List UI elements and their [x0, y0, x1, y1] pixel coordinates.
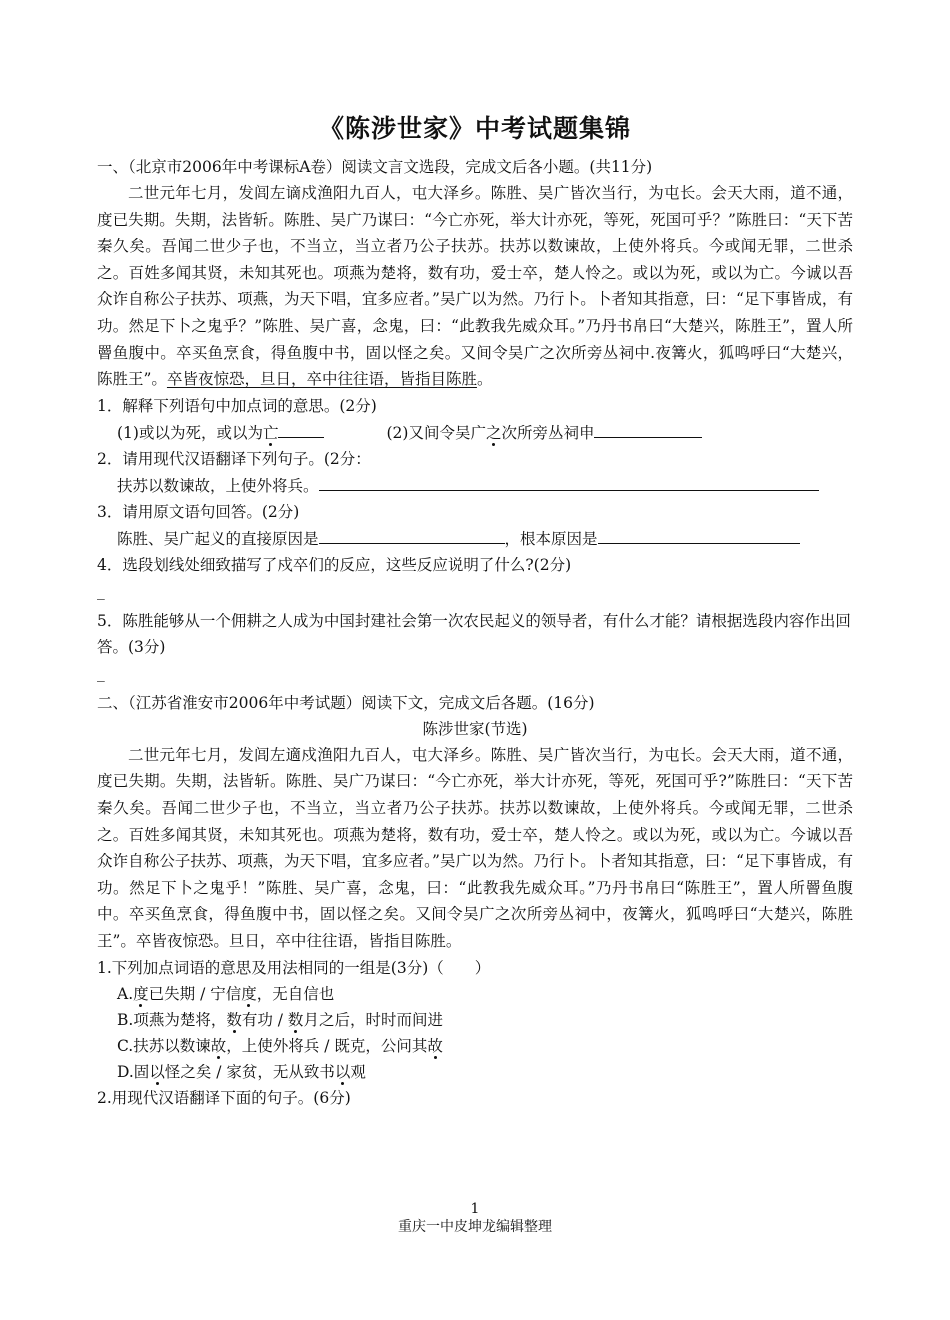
s1-q3-b: ，根本原因是 [504, 529, 598, 548]
option-text: A. [117, 984, 134, 1003]
option-text: D.固 [117, 1062, 150, 1081]
editor-credit: 重庆一中皮坤龙编辑整理 [398, 1219, 552, 1235]
s2-q1-option-d[interactable] [97, 1059, 853, 1085]
option-text: B.项燕为楚将， [117, 1010, 227, 1029]
answer-blank[interactable] [319, 472, 819, 491]
dotted-word: 故 [210, 1036, 227, 1055]
option-text: ，上使外将兵 / 既克，公问其 [226, 1036, 428, 1055]
s1-q3-a: 陈胜、吴广起义的直接原因是 [117, 529, 319, 548]
dotted-word: 数 [287, 1010, 304, 1029]
s2-q1-option-a[interactable] [97, 981, 853, 1007]
option-text: 怪之矣 / 家贫，无从致书 [164, 1062, 335, 1081]
dotted-word: 数 [226, 1010, 242, 1029]
answer-space-marker: _ [97, 663, 105, 682]
s1-question-4: 4．选段划线处细致描写了戍卒们的反应，这些反应说明了什么?(2分) [97, 555, 572, 574]
s1-q1-a-dotted-word: 亡 [262, 423, 279, 442]
underlined-sentence: 卒皆夜惊恐，旦日，卒中往往语，皆指目陈胜 [166, 370, 477, 389]
s1-q2-sentence-row [97, 472, 853, 499]
answer-blank[interactable] [594, 419, 702, 438]
answer-blank[interactable] [319, 525, 505, 544]
option-text: C.扶苏以数谏 [117, 1036, 211, 1055]
dotted-word: 以 [334, 1062, 351, 1081]
page-number: 1 [470, 1201, 480, 1217]
section1-passage-main: 二世元年七月，发闾左谪戍渔阳九百人，屯大泽乡。陈胜、吴广皆次当行，为屯长。会天大雨，道不通，度已失期。失期，法皆斩。陈胜、吴广乃谋曰：“今亡亦死，举大计亦死，等死，死国可乎？”陈胜曰：“天下苦秦久矣。吾闻二世少子也，不当立，当立者乃公子扶苏。扶苏以数谏故，上使外将兵。今或闻无罪，二世杀之。百姓多闻其贤，未知其死也。项燕为楚将，数有功，爱士卒，楚人怜之。或以为死，或以为亡。今诚以吾众诈自称公子扶苏、项燕，为天下唱，宜多应者。”吴广以为然。乃行卜。卜者知其指意，曰：“足下事皆成，有功。然足下卜之鬼乎？”陈胜、吴广喜，念鬼，曰：“此教我先威众耳。”乃丹书帛曰“大楚兴，陈胜王”，置人所罾鱼腹中。卒买鱼烹食，得鱼腹中书，固以怪之矣。又间令吴广之次所旁丛祠中.夜篝火，狐鸣呼曰“大楚兴，陈胜王”。 [97, 184, 853, 389]
s1-question-5: 5．陈胜能够从一个佣耕之人成为中国封建社会第一次农民起义的领导者，有什么才能？请根据选段内容作出回答。(3分) [97, 611, 851, 656]
section1-heading: 一、（北京市2006年中考课标A卷）阅读文言文选段，完成文后各小题。(共11分) [97, 158, 653, 176]
s1-question-3: 3．请用原文语句回答。(2分) [97, 502, 300, 521]
section1-passage [97, 180, 853, 393]
section2-passage: 二世元年七月，发闾左適戍渔阳九百人，屯大泽乡。陈胜、吴广皆次当行，为屯长。会天大雨，道不通，度已失期。失期，法皆斩。陈胜、吴广乃谋曰：“今亡亦死，举大计亦死，等死，死国可乎?”陈胜曰：“天下苦秦久矣。吾闻二世少子也，不当立，当立者乃公子扶苏。扶苏以数谏故，上使外将兵。今或闻无罪，二世杀之。百姓多闻其贤，未知其死也。项燕为楚将，数有功，爱士卒，楚人怜之。或以为死，或以为亡。今诚以吾众诈自称公子扶苏、项燕，为天下唱，宜多应者。”吴广以为然。乃行卜。卜者知其指意，曰：“足下事皆成，有功。然足下卜之鬼乎！”陈胜、吴广喜，念鬼，曰：“此教我先威众耳。”乃丹书帛曰“陈胜王”，置人所罾鱼腹中。卒买鱼烹食，得鱼腹中书，固以怪之矣。又间令吴广之次所旁丛祠中，夜篝火，狐鸣呼曰“大楚兴，陈胜王”。卒皆夜惊恐。旦日，卒中往往语，皆指目陈胜。 [97, 745, 853, 950]
s1-q1-b-text-end: 次所旁丛祠申 [501, 423, 595, 442]
answer-blank[interactable] [598, 525, 800, 544]
dotted-word: 故 [427, 1036, 443, 1055]
s1-question-1: 1．解释下列语句中加点词的意思。(2分) [97, 396, 377, 415]
s1-q1-a-text: (1)或以为死，或以为 [117, 423, 263, 442]
option-text: 已失期 / 宁信 [148, 984, 242, 1003]
dotted-word: 度 [241, 984, 257, 1003]
dotted-word: 度 [133, 984, 149, 1003]
s1-question-2: 2．请用现代汉语翻译下列句子。(2分： [97, 449, 371, 468]
dotted-word: 以 [149, 1062, 165, 1081]
option-text: 有功 / [241, 1010, 288, 1029]
s1-q3-answer-row [97, 525, 853, 552]
document-page [97, 112, 853, 1111]
s1-q1-items [97, 419, 853, 446]
answer-space-marker: _ [97, 581, 105, 600]
option-text: 月之后，时时而间进 [303, 1010, 443, 1029]
answer-blank[interactable] [278, 419, 324, 438]
s2-q1-option-b[interactable] [97, 1007, 853, 1033]
option-text: ，无自信也 [256, 984, 335, 1003]
s2-q1-option-c[interactable] [97, 1033, 853, 1059]
option-text: 观 [350, 1062, 366, 1081]
s2-question-2: 2.用现代汉语翻译下面的句子。(6分) [97, 1088, 351, 1107]
s2-question-1: 1.下列加点词语的意思及用法相同的一组是(3分)（ ） [97, 958, 491, 977]
section2-subtitle: 陈涉世家(节选) [422, 719, 528, 738]
document-title: 《陈涉世家》中考试题集锦 [318, 114, 631, 143]
s1-q1-b-dotted-word: 之 [485, 423, 502, 442]
s1-q2-sentence: 扶苏以数谏故，上使外将兵。 [117, 476, 319, 495]
s1-q1-b-text: (2)又间令吴广 [386, 423, 486, 442]
section2-heading: 二、（江苏省淮安市2006年中考试题）阅读下文，完成文后各题。(16分) [97, 693, 595, 712]
section1-passage-end: 。 [476, 370, 493, 389]
